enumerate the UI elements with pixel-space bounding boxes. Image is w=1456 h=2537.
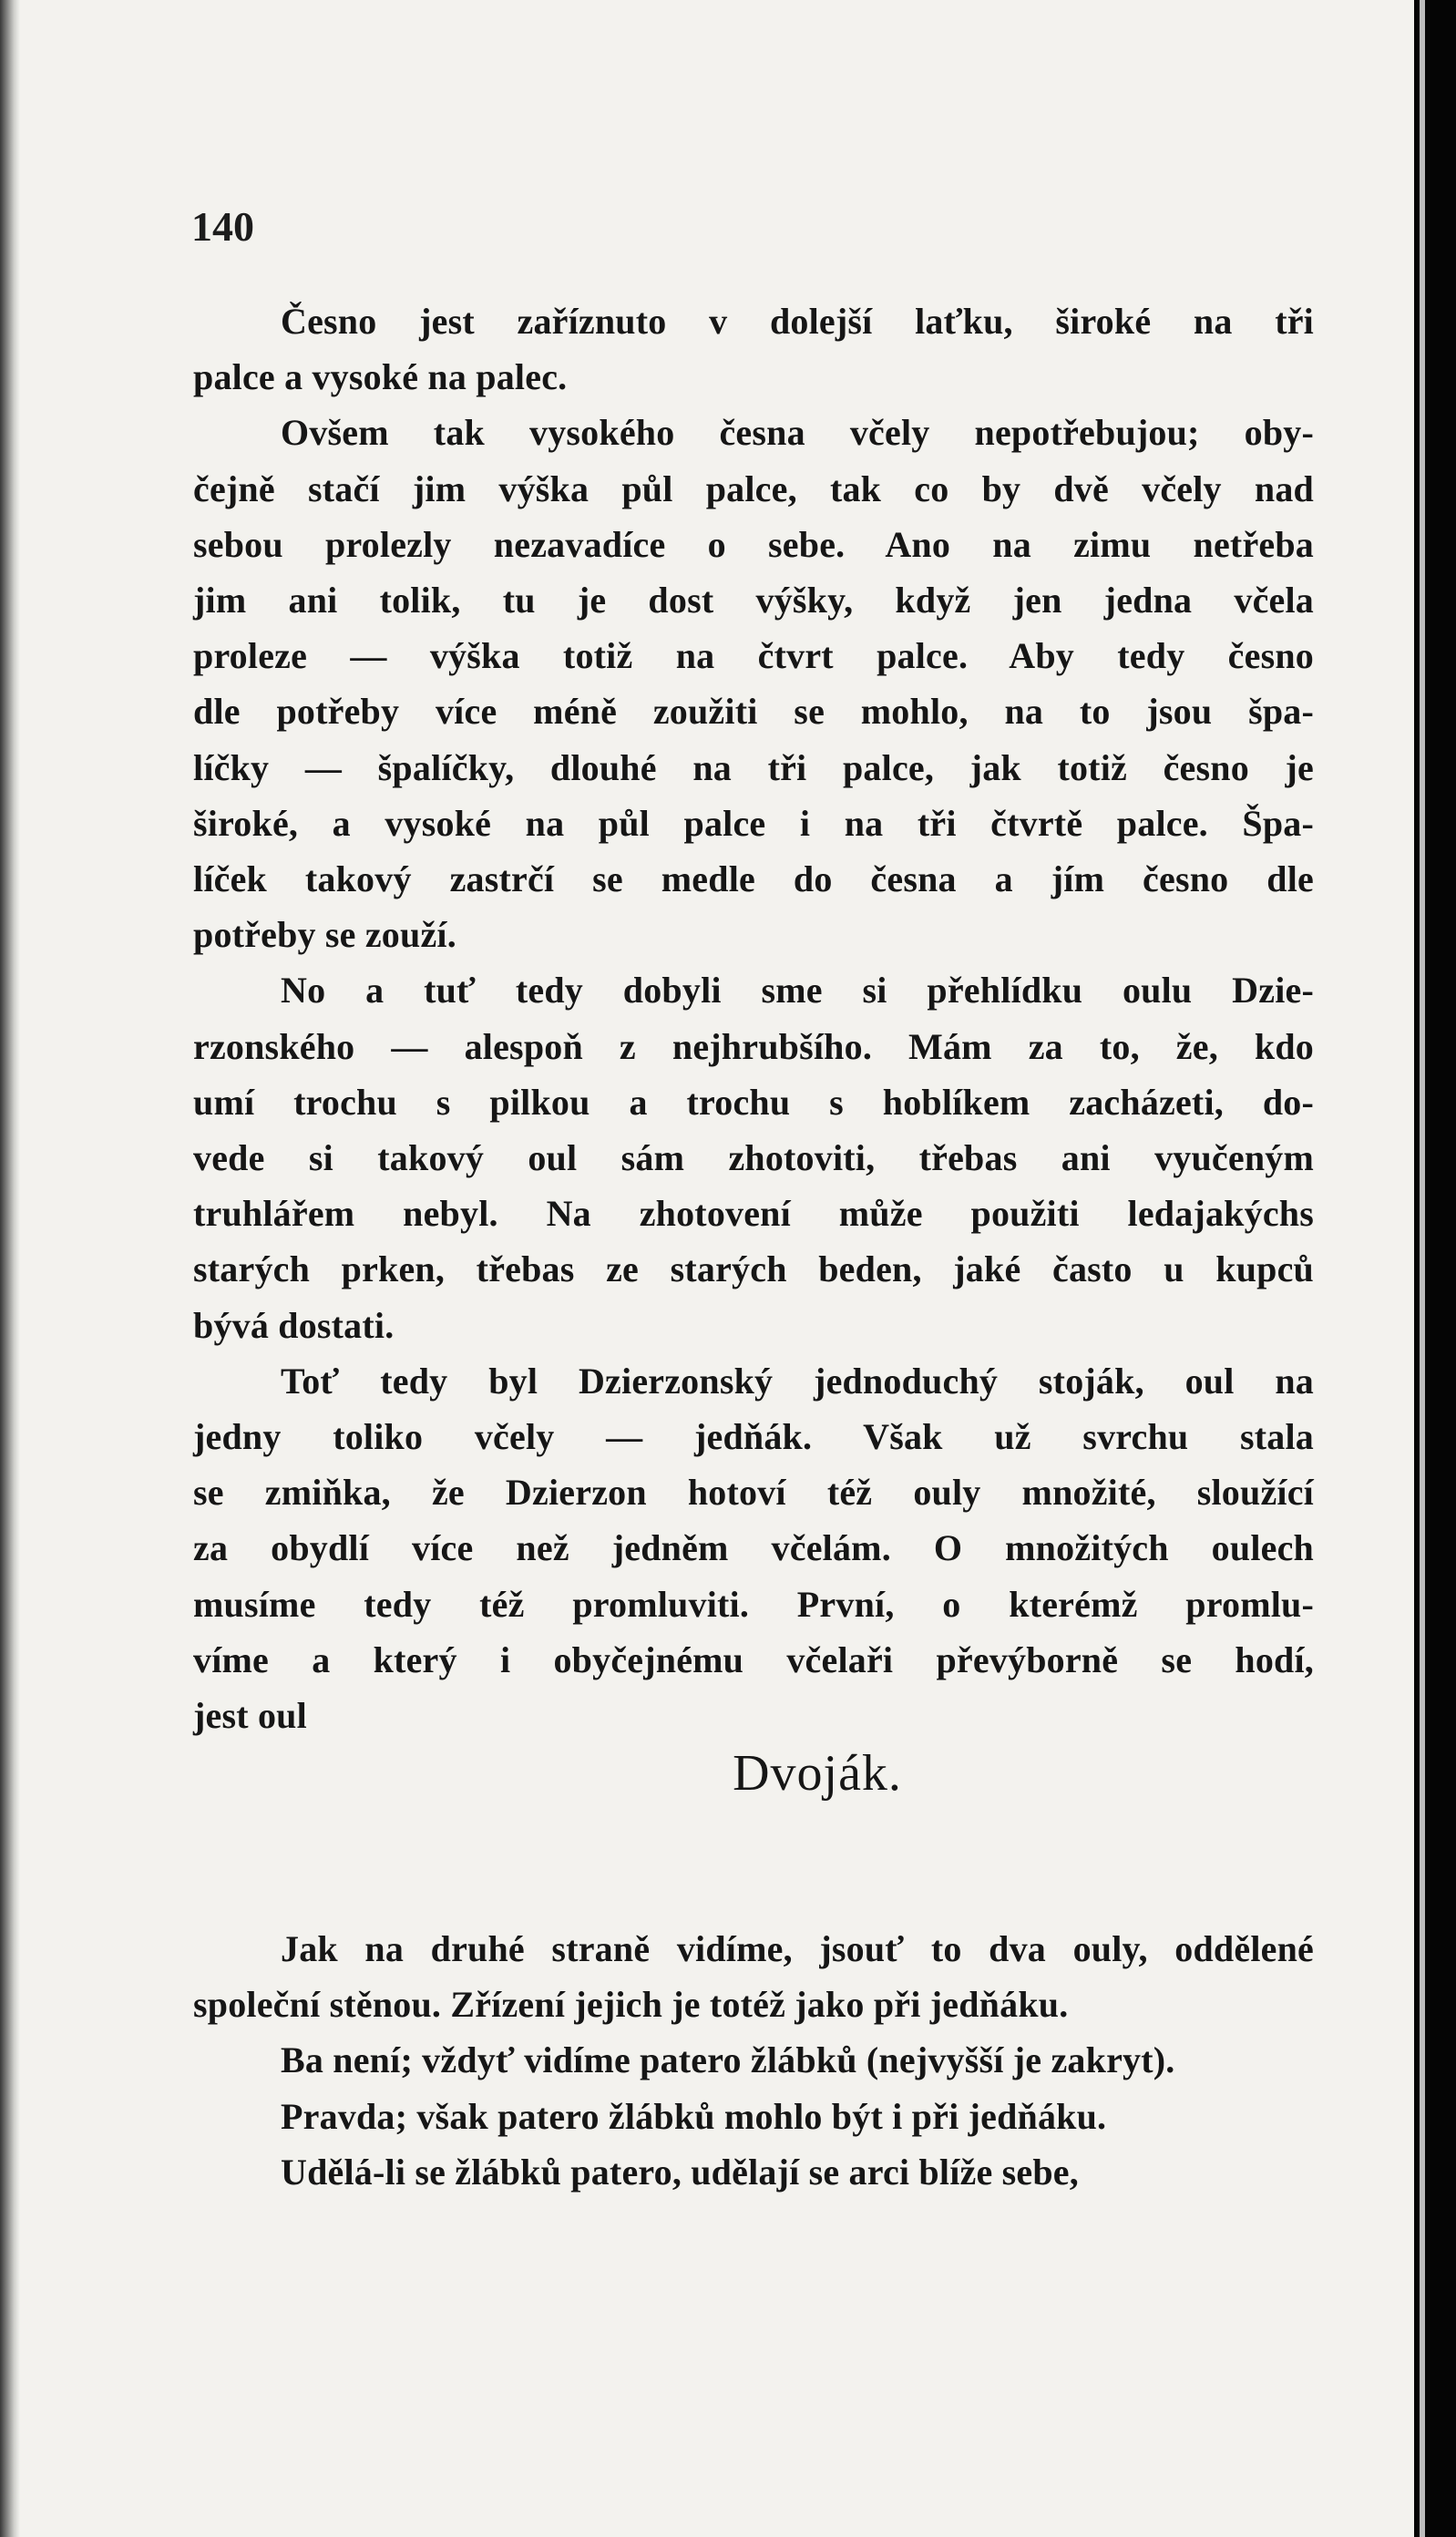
bleed-through-text — [802, 244, 810, 282]
paragraph-3-line: starých prken, třebas ze starých beden, jaké často u kupců — [193, 1248, 1314, 1290]
paragraph-3-line: rzonského — alespoň z nejhrubšího. Mám za to, že, kdo — [193, 1025, 1314, 1067]
paragraph-3: No a tuť tedy dobyli sme si přehlídku oulu Dzie- — [281, 970, 1314, 1012]
page-edge-line — [1420, 0, 1425, 2537]
page-number: 140 — [191, 203, 254, 250]
scan-border-right — [1414, 0, 1456, 2537]
paragraph-4: Toť tedy byl Dzierzonský jednoduchý stoják, oul na — [281, 1360, 1314, 1402]
body-text-bottom — [193, 1921, 1314, 2200]
paragraph-2-line: sebou prolezly nezavadíce o sebe. Ano na zimu netřeba — [193, 523, 1314, 565]
paragraph-4-line: za obydlí více než jedněm včelám. O množitých oulech — [193, 1527, 1314, 1569]
paragraph-3-line: umí trochu s pilkou a trochu s hoblíkem zacházeti, do- — [193, 1081, 1314, 1123]
paragraph-5-end: společní stěnou. Zřízení jejich je totéž jako při jedňáku. — [193, 1984, 1069, 2026]
paragraph-8: Udělá-li se žlábků patero, udělají se arci blíže sebe, — [281, 2151, 1079, 2193]
paragraph-2-line: proleze — výška totiž na čtvrt palce. Aby tedy česno — [193, 635, 1314, 677]
paragraph-2-line: líček takový zastrčí se medle do česna a jím česno dle — [193, 858, 1314, 900]
paragraph-1: Česno jest zaříznuto v dolejší laťku, široké na tři — [281, 301, 1314, 342]
paragraph-4-line: víme a který i obyčejnému včelaři převýborně se hodí, — [193, 1638, 1314, 1680]
paragraph-4-line: jedny toliko včely — jedňák. Však už svrchu stala — [193, 1416, 1314, 1458]
paragraph-2-end: potřeby se zouží. — [193, 914, 456, 956]
body-text-top — [193, 293, 1314, 1845]
paragraph-6: Ba není; vždyť vidíme patero žlábků (nejvyšší je zakryt). — [281, 2039, 1175, 2081]
paragraph-5: Jak na druhé straně vidíme, jsouť to dva ouly, oddělené — [281, 1928, 1314, 1969]
paragraph-7: Pravda; však patero žlábků mohlo být i při jedňáku. — [281, 2095, 1107, 2137]
paragraph-2-line: dle potřeby více méně zoužiti se mohlo, na to jsou špa- — [193, 691, 1314, 733]
paragraph-4-line: musíme tedy též promluviti. První, o kterémž promlu- — [193, 1583, 1314, 1625]
paragraph-2-line: čejně stačí jim výška půl palce, tak co by dvě včely nad — [193, 467, 1314, 509]
paragraph-2: Ovšem tak vysokého česna včely nepotřebujou; oby- — [281, 412, 1314, 454]
paragraph-1-end: palce a vysoké na palec. — [193, 356, 568, 398]
paragraph-2-line: jim ani tolik, tu je dost výšky, když jen jedna včela — [193, 580, 1314, 621]
section-heading: Dvoják. — [733, 1745, 902, 1803]
paragraph-2-line: široké, a vysoké na půl palce i na tři čtvrtě palce. Špa- — [193, 802, 1314, 844]
paragraph-3-end: bývá dostati. — [193, 1304, 395, 1346]
paragraph-2-line: líčky — špalíčky, dlouhé na tři palce, jak totiž česno je — [193, 746, 1314, 788]
paragraph-3-line: truhlářem nebyl. Na zhotovení může použiti ledajakýchs — [193, 1193, 1314, 1235]
paragraph-4-line: se zmiňka, že Dzierzon hotoví též ouly množité, sloužící — [193, 1472, 1314, 1514]
paragraph-3-line: vede si takový oul sám zhotoviti, třebas ani vyučeným — [193, 1137, 1314, 1179]
paragraph-4-end: jest oul — [193, 1695, 307, 1737]
